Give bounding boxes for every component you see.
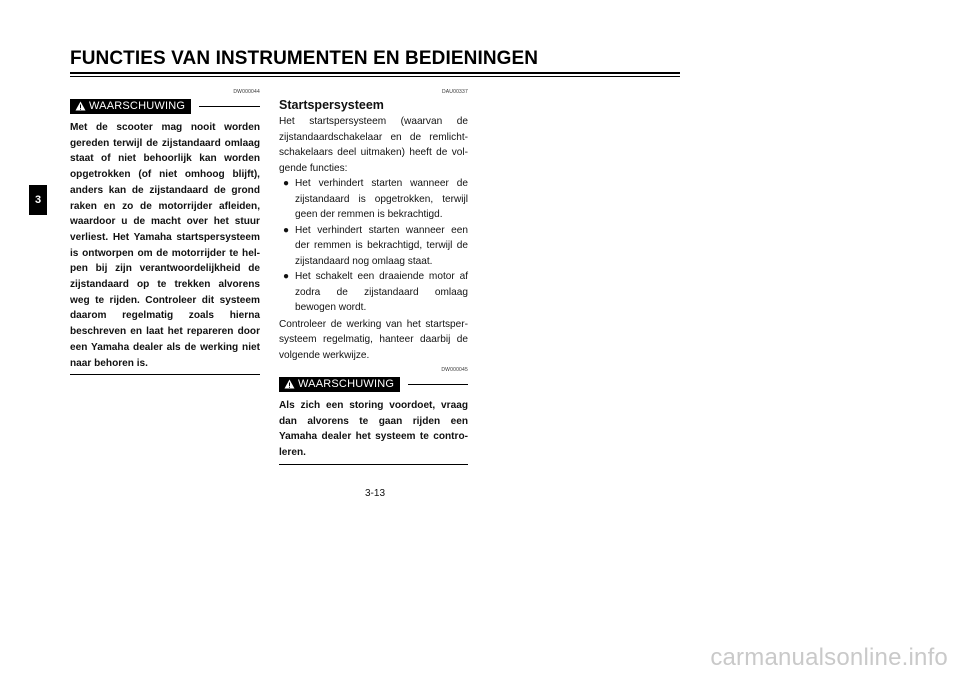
warning-triangle-icon — [75, 101, 86, 111]
right-column — [279, 89, 468, 465]
header-rule-thick — [70, 72, 680, 74]
warning-header-right — [279, 376, 468, 392]
section-title: Startspersysteem — [279, 98, 384, 112]
warning-badge-left — [70, 99, 191, 114]
list-item-text: Het verhindert starten wanneer een der remmen is bekrachtigd, terwijl de zijstandaard nog omlaag staat. — [295, 224, 468, 267]
chapter-tab: 3 — [29, 185, 47, 215]
warning-triangle-icon — [284, 379, 295, 389]
page-header-title: FUNCTIES VAN INSTRUMENTEN EN BEDIENINGEN — [70, 48, 539, 69]
warning-label-left: WAARSCHUWING — [89, 100, 186, 112]
list-item — [279, 223, 468, 270]
warning-label-right: WAARSCHUWING — [298, 378, 395, 390]
watermark: carmanualsonline.info — [710, 644, 948, 671]
warning-text-right: Als zich een storing voordoet, vraag dan alvorens te gaan rijden een Yamaha dealer het systeem te contro-leren. — [279, 400, 468, 459]
left-column — [70, 89, 260, 375]
warning-code-left: DW000044 — [233, 89, 260, 95]
warning-header-rule-right — [408, 384, 468, 385]
list-item-text: Het verhindert starten wanneer de zijstandaard is opgetrokken, terwijl geen der remmen is bekrachtigd. — [295, 178, 468, 220]
warning-badge-right — [279, 377, 400, 392]
list-item — [279, 269, 468, 316]
list-item-text: Het schakelt een draaiende motor af zodra de zijstandaard omlaag bewogen wordt. — [295, 271, 468, 313]
intro-paragraph: Het startspersysteem (waarvan de zijstandaardschakelaar en de remlicht-schakelaars deel uitmaken) heeft de vol-gende functies: — [279, 116, 468, 174]
header-rule-thin — [70, 76, 680, 77]
warning-end-rule-left — [70, 374, 260, 375]
warning-header-left — [70, 98, 260, 114]
bullet-dot: ● — [283, 224, 290, 236]
bullet-dot: ● — [283, 271, 290, 282]
outro-paragraph: Controleer de werking van het startsper-systeem regelmatig, hanteer daarbij de volgende werkwijze. — [279, 318, 468, 361]
page-number: 3-13 — [364, 488, 385, 499]
warning-header-rule-left — [199, 106, 260, 107]
section-code-right: DAU00337 — [441, 89, 468, 95]
warning-text-left: Met de scooter mag nooit worden gereden terwijl de zijstandaard omlaag staat of niet behoorlijk kan worden opgetrokken (of niet omhoog blijft), anders kan de zijstandaard de grond raken en zo de motorrijder afleiden, waardoor u de macht over het stuur verliest. Het Yamaha startspersysteem is ontworpen om de motorrijder te hel-pen bij zijn verantwoordelijkheid de zijstandaard op te trekken alvorens weg te rijden. Controleer dit systeem daarom regelmatig zoals hierna beschreven en laat het repareren door een Yamaha dealer als de werking niet naar behoren is. — [70, 122, 260, 369]
bullet-dot: ● — [283, 178, 290, 189]
list-item — [279, 176, 468, 223]
warning-code-right: DW000045 — [441, 367, 468, 373]
warning-end-rule-right — [279, 464, 468, 465]
